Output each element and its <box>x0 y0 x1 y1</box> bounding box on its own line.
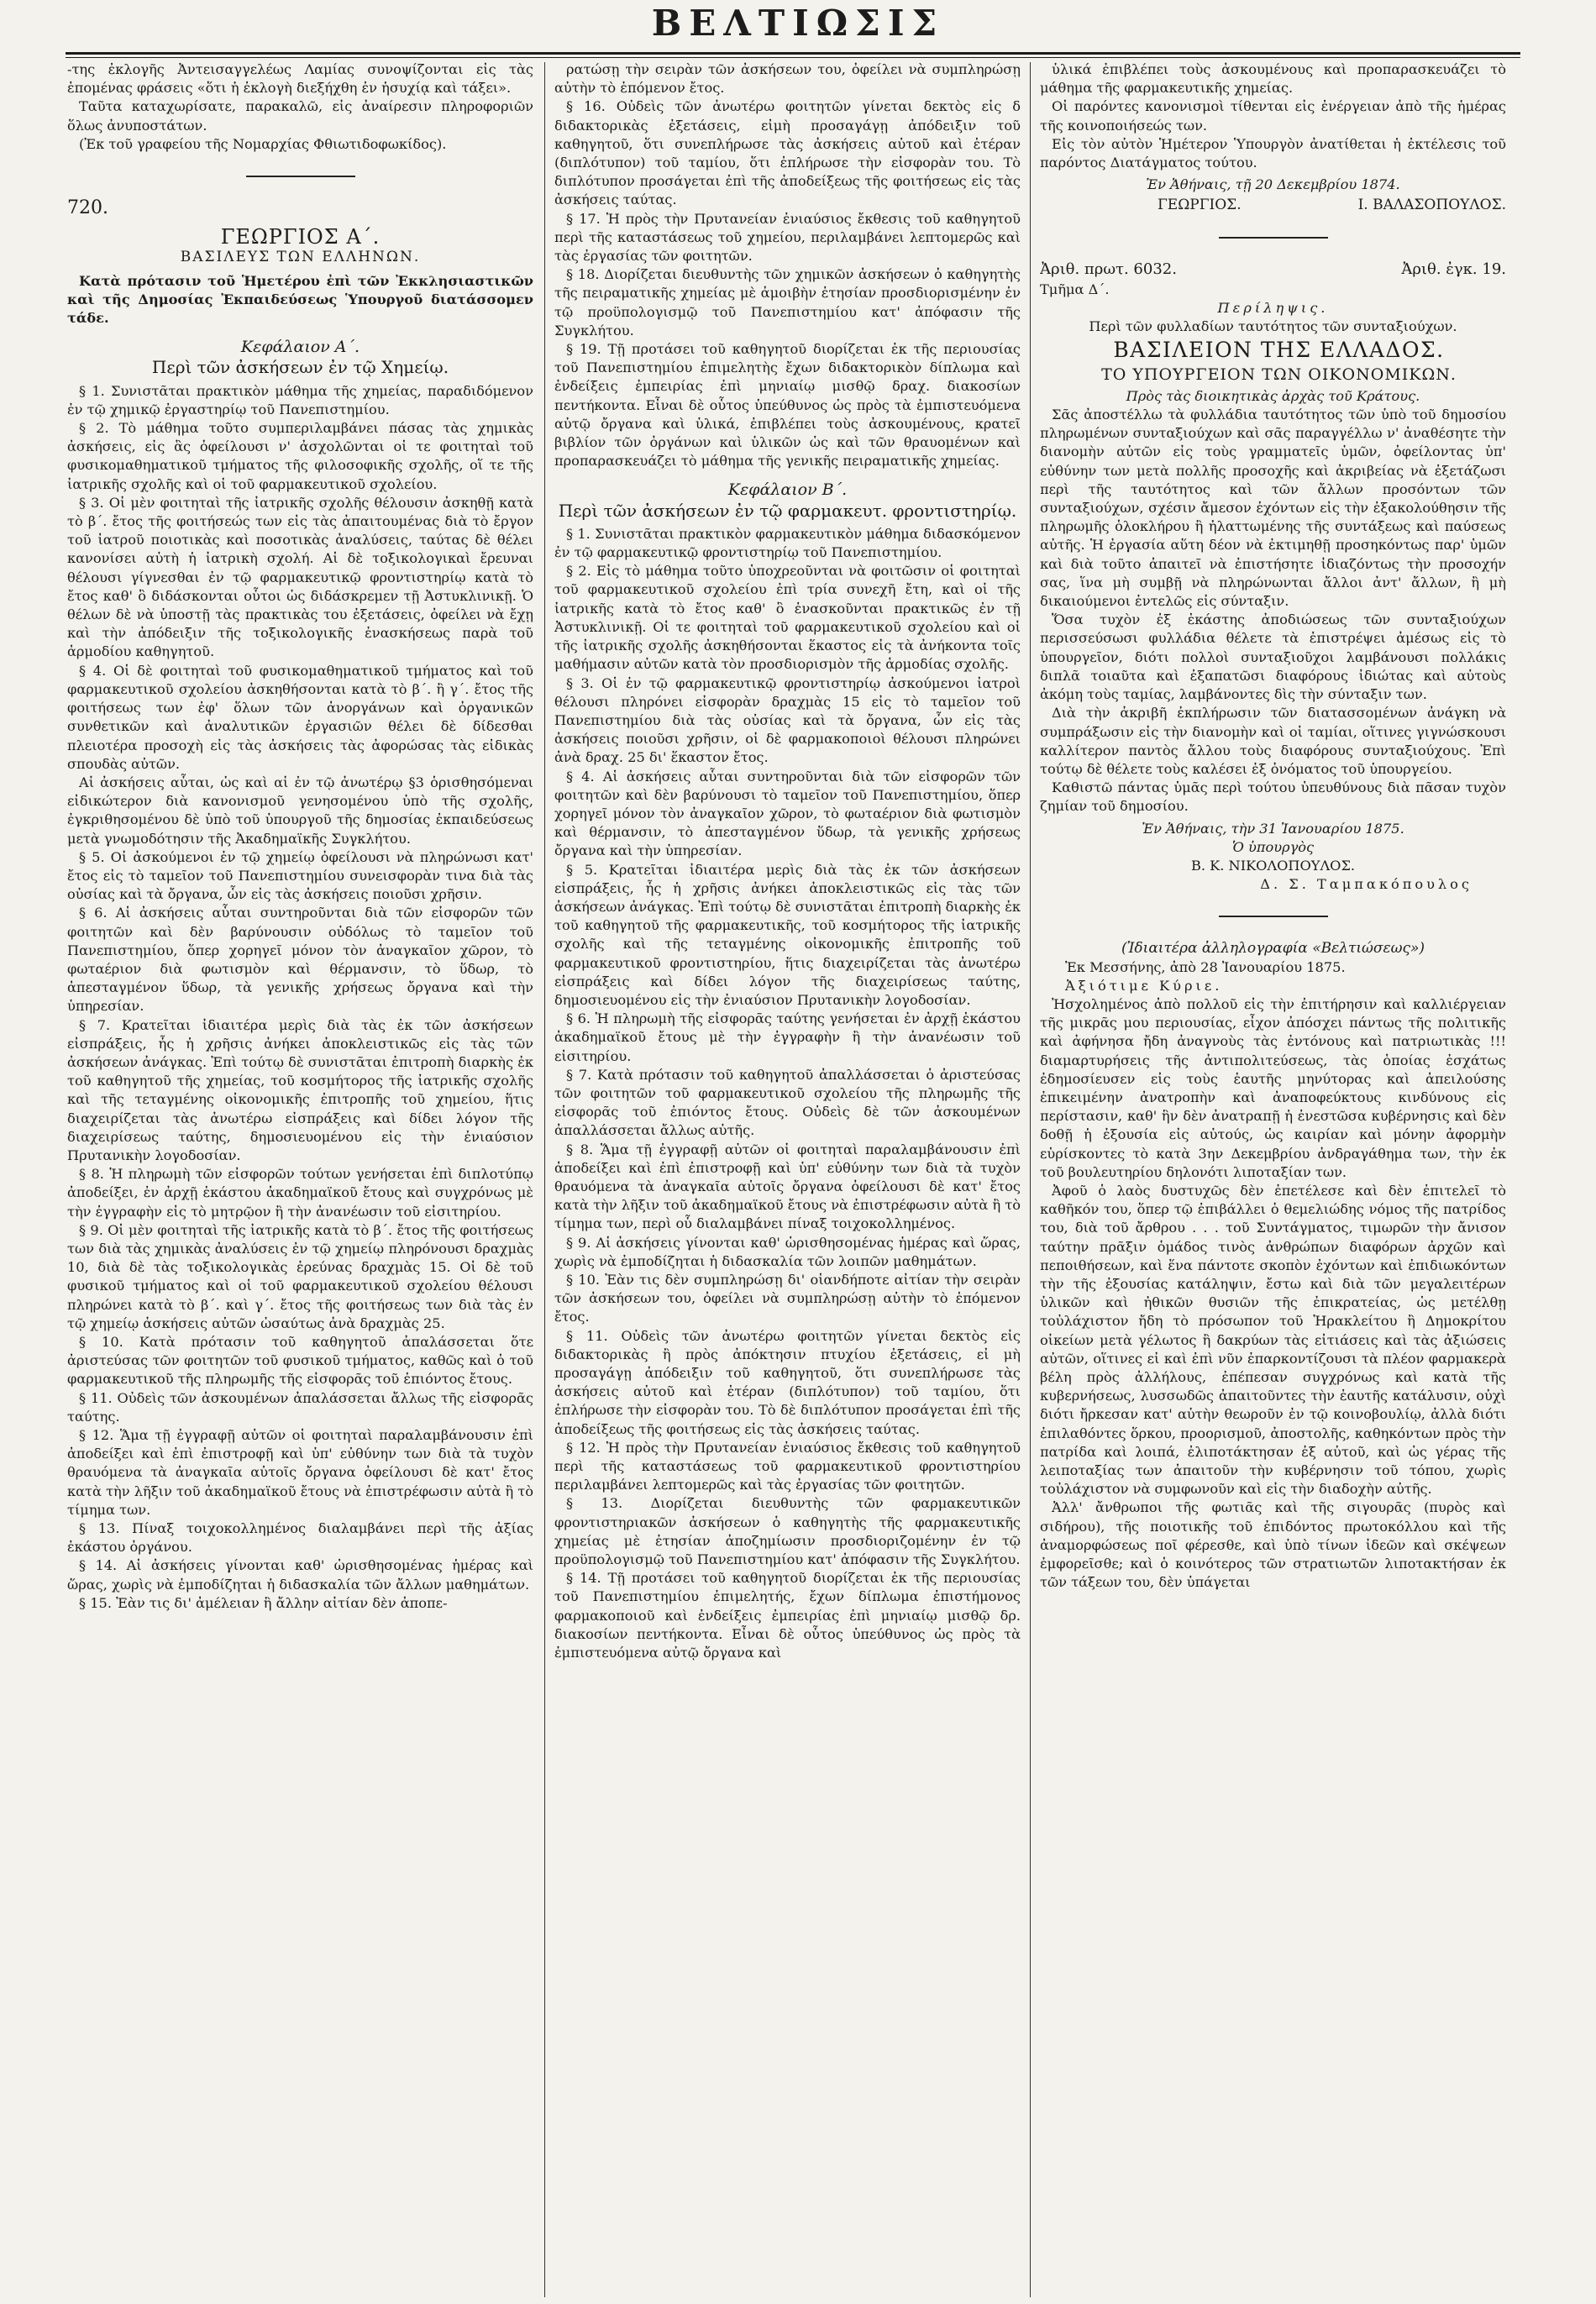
paragraph: § 7. Κρατεῖται ἰδιαιτέρα μερὶς διὰ τὰς ἐκ τῶν ἀσκήσεων εἰσπράξεις, ἧς ἡ χρῆσις ἀνήκει ἀποκλειστικῶς εἰς τὰς τῶν ἀσκήσεων ἀνάγκας. Ἐπὶ τούτῳ δὲ συνιστᾶται ἐπιτροπὴ διαρκὴς ἐκ τοῦ καθηγητοῦ τῆς χημείας, τοῦ κοσμήτορος τῆς ἰατρικῆς σχολῆς καὶ τῆς τεταγμένης οἰκονομικῆς ἐπιτροπῆς τοῦ χημείου, ἥτις διαχειρίζεται τὰς ἀνωτέρω εἰσπράξεις καὶ δίδει λόγον τῆς διαχειρίσεως ταύτης, δημοσιευομένου εἰς τὴν ἐνιαύσιον Πρυτανικὴν λογοδοσίαν. <box>67 1016 533 1163</box>
paragraph: § 17. Ἡ πρὸς τὴν Πρυτανείαν ἐνιαύσιος ἔκθεσις τοῦ καθηγητοῦ περὶ τῆς καταστάσεως τοῦ χημείου, περιλαμβάνει λεπτομερῶς καὶ τὰς ἐργασίας τῶν φοιτητῶν. <box>554 210 1021 265</box>
paragraph: § 16. Οὐδεὶς τῶν ἀνωτέρω φοιτητῶν γίνεται δεκτὸς εἰς δ διδακτορικὰς ἐξετάσεις, εἰμὴ προσαγάγῃ ἀπόδειξιν τοῦ καθηγητοῦ, ὅτι συνεπλήρωσε τὰς ἀσκήσεις αὐτοῦ καὶ ἑτέραν (διπλότυπον) τοῦ ταμίου, ὅτι ἐπλήρωσε τὴν εἰσφορὰν του. Τὸ διπλότυπον προσάγεται ἐπὶ τῆς ἀποδείξεως τῆς φοιτήσεως εἰς τὰς ἀσκήσεις ταύτας. <box>554 98 1021 208</box>
paragraph-group <box>1040 406 1506 816</box>
paragraph: § 15. Ἐὰν τις δι' ἀμέλειαν ἢ ἄλλην αἰτίαν δὲν ἀποπε- <box>79 1594 448 1611</box>
paragraph: § 3. Οἱ μὲν φοιτηταὶ τῆς ἰατρικῆς σχολῆς θέλουσιν ἀσκηθῇ κατὰ τὸ β΄. ἔτος τῆς φοιτήσεώς των εἰς τὰς ἀπαιτουμένας διὰ τὸ ἔργον τοῦ ἰατροῦ ποιοτικὰς καὶ ποσοτικὰς ἀναλύσεις, ταύτας δὲ θέλει κανονίσει αὐτὴ ἡ ἰατρικὴ σχολή. Αἱ δὲ τοξικολογικαὶ ἔρευναι θέλουσι γίγνεσθαι ἐν τῷ φαρμακευτικῷ φροντιστηρίῳ κατὰ τὸ ἔτος καθ' ὃ διδάσκονται οὗτοι ὡς διδάσκρεμεν τῇ Ἀστυκλινικῇ. Ὁ θέλων δὲ νὰ ὑποστῇ τὰς πρακτικὰς του ἐξετάσεις, ὀφείλει νὰ ἔχῃ καὶ τὴν ἀπόδειξιν τῆς τοξικολογικῆς ἐνασκήσεως παρὰ τοῦ ἁρμοδίου καθηγητοῦ. <box>67 494 533 660</box>
paragraph: Οἱ παρόντες κανονισμοὶ τίθενται εἰς ἐνέργειαν ἀπὸ τῆς ἡμέρας τῆς κοινοποιήσεώς των. <box>1040 98 1506 134</box>
paragraph: Διὰ τὴν ἀκριβῆ ἐκπλήρωσιν τῶν διατασσομένων ἀνάγκη νὰ συμπράξωσιν εἰς τὴν διανομὴν καὶ οἱ ταμίαι, οἵτινες γιγνώσκουσι καλλίτερον παντὸς ἄλλου τοὺς διαφόρους συνταξιούχους. Ἐπὶ τούτῳ δὲ θέλετε τοὺς καλέσει ἐξ ὀνόματος τοῦ ὑπουργείου. <box>1040 705 1506 777</box>
protocol-number: Ἀριθ. πρωτ. 6032. <box>1040 260 1177 278</box>
paragraph: § 10. Κατὰ πρότασιν τοῦ καθηγητοῦ ἀπαλάσσεται ὅτε ἀριστεύσας τῶν φοιτητῶν τοῦ φυσικοῦ τμήματος, καθῶς καὶ ὁ τοῦ φαρμακευτικοῦ τῆς πληρωμῆς τῆς εἰσφορᾶς τοῦ ἐπιόντος ἔτους. <box>67 1334 533 1388</box>
paragraph: § 19. Τῇ προτάσει τοῦ καθηγητοῦ διορίζεται ἐκ τῆς περιουσίας τοῦ Πανεπιστημίου ἐπιμελητὴς ἔχων διδακτορικὸν δίπλωμα καὶ ἐνδείξεις ἐμπειρίας ἐπὶ μηνιαίῳ μισθῷ δραχ. διακοσίων πεντήκοντα. Εἶναι δὲ οὗτος ὑπεύθυνος ὡς πρὸς τὰ ἐμπιστευόμενα αὐτῷ ὄργανα καὶ ὑλικά, ἐπιβλέπει τοὺς ἀσκουμένους, κρατεῖ βιβλίον τῶν ὀργάνων καὶ ὑλικῶν ὡς καὶ τῶν θραυομένων καὶ προπαρασκευάζει τὸ μάθημα τῆς γενικῆς πειραματικῆς χημείας. <box>554 341 1021 470</box>
kingdom-title: ΒΑΣΙΛΕΙΟΝ ΤΗΣ ΕΛΛΑΔΟΣ. <box>1113 338 1445 363</box>
column-1 <box>67 60 533 2299</box>
paragraph: Ἠσχολημένος ἀπὸ πολλοῦ εἰς τὴν ἐπιτήρησιν καὶ καλλιέργειαν τῆς μικρᾶς μου περιουσίας, εἶχον ἀπόσχει πάντως τῆς πολιτικῆς καὶ ἀφήνησα ἤδη ἀναγνοὺς τὰς ἐντόνους καὶ πατριωτικὰς !!! διαμαρτυρήσεις τῆς ἀντιπολιτεύσεως, τὰς ὁποίας ἐσχάτως ἐδημοσίευσεν εἰς τοὺς ἑαυτῆς μηνύτορας καὶ ἀπειλούσης ἐπικειμένην ἀνατροπὴν καὶ ἀναποφεύκτους κινδύνους εἰς περίστασιν, καθ' ἣν δὲν ἀνατραπῇ ἡ ἐνεστῶσα κυβέρνησις καὶ δὲν δοθῇ ἡ ἐξουσία εἰς αὐτούς, ὡς καιρίαν καὶ μόνην ἀφορμὴν εὑρίσκοντες τὸ κατὰ 3ην Δεκεμβρίου ἀνδραγάθημα των, τὴν ἐκ τοῦ βουλευτηρίου δηλονότι λιποταξίαν των. <box>1040 995 1506 1180</box>
minister-label: Ὁ ὑπουργὸς <box>1231 838 1315 855</box>
section-label: Τμῆμα Δ΄. <box>1040 281 1110 297</box>
column-divider <box>1030 62 1031 2297</box>
address-line: Πρὸς τὰς διοικητικὰς ἀρχὰς τοῦ Κράτους. <box>1126 387 1420 404</box>
correspondence-heading: (Ἰδιαιτέρα ἀλληλογραφία «Βελτιώσεως») <box>1121 940 1425 958</box>
correspondence-place: Ἐκ Μεσσήνης, ἀπὸ 28 Ἰανουαρίου 1875. <box>1065 958 1346 975</box>
paragraph: Ταῦτα καταχωρίσατε, παρακαλῶ, εἰς ἀναίρεσιν πληροφοριῶν ὅλως ἀνυποστάτων. <box>67 98 533 134</box>
paragraph: § 5. Κρατεῖται ἰδιαιτέρα μερὶς διὰ τὰς ἐκ τῶν ἀσκήσεων εἰσπράξεις, ἧς ἡ χρῆσις ἀνήκει ἀποκλειστικῶς εἰς τὰς τῶν ἀσκήσεων ἀνάγκας. Ἐπὶ τούτῳ δὲ συνιστᾶται ἐπιτροπὴ διαρκὴς ἐκ τοῦ καθηγητοῦ τῆς φαρμακευτικῆς, τοῦ κοσμήτορος τῆς ἰατρικῆς σχολῆς καὶ τῆς τεταγμένης οἰκονομικῆς ἐπιτροπῆς τοῦ φαρμακευτικοῦ φροντιστηρίου, ἥτις διαχειρίζεται τὰς ἀνωτέρω εἰσπράξεις καὶ δίδει λόγον τῆς διαχειρίσεως ταύτης, δημοσιευομένου εἰς τὴν ἐνιαύσιον Πρυτανικὴν λογοδοσίαν. <box>554 861 1021 1008</box>
paragraph: § 8. Ἡ πληρωμὴ τῶν εἰσφορῶν τούτων γενήσεται ἐπὶ διπλοτύπῳ ἀποδείξει, ἐν ἀρχῇ ἑκάστου ἀκαδημαϊκοῦ ἔτους καὶ συγχρόνως μὲ τὴν ἐγγραφὴν εἰς τὸ μητρῷον ἢ τὴν ἀνανέωσιν τοῦ εἰσιτηρίου. <box>67 1166 533 1220</box>
paragraph: § 14. Τῇ προτάσει τοῦ καθηγητοῦ διορίζεται ἐκ τῆς περιουσίας τοῦ Πανεπιστημίου ἐπιμελητής, ἔχων δίπλωμα ἐπιστήμονος φαρμακοποιοῦ καὶ ἐνδείξεις ἐμπειρίας ἐπὶ μηνιαίῳ μισθῷ δρ. διακοσίων πεντήκοντα. Εἶναι δὲ οὗτος ὑπεύθυνος ὡς πρὸς τὰ ἐμπιστευόμενα αὐτῷ ὄργανα καὶ <box>554 1570 1021 1661</box>
article-list <box>554 525 1021 1662</box>
paragraph: § 1. Συνιστᾶται πρακτικὸν μάθημα τῆς χημείας, παραδιδόμενον ἐν τῷ χημικῷ ἐργαστηρίῳ τοῦ Πανεπιστημίου. <box>67 382 533 417</box>
chapter-title: Περὶ τῶν ἀσκήσεων ἐν τῷ Χημείῳ. <box>151 357 449 378</box>
kingdom-heading: ΒΑΣΙΛΕΥΣ ΤΩΝ ΕΛΛΗΝΩΝ. <box>180 249 421 266</box>
paragraph: § 12. Ἡ πρὸς τὴν Πρυτανείαν ἐνιαύσιος ἔκθεσις τοῦ καθηγητοῦ περὶ τῆς καταστάσεως τοῦ φαρμακευτικοῦ φροντιστηρίου περιλαμβάνει λεπτομερῶς καὶ τὰς ἐργασίας τῶν φοιτητῶν. <box>554 1439 1021 1493</box>
paragraph: § 1. Συνιστᾶται πρακτικὸν φαρμακευτικὸν μάθημα διδασκόμενον ἐν τῷ φαρμακευτικῷ φροντιστηρίῳ τοῦ Πανεπιστημίου. <box>554 525 1021 561</box>
paragraph: Αἱ ἀσκήσεις αὗται, ὡς καὶ αἱ ἐν τῷ ἀνωτέρῳ §3 ὁρισθησόμεναι εἰδικώτερον διὰ κανονισμοῦ γενησομένου ὑπὸ τῆς σχολῆς, ἐγκριθησομένου δὲ ὑπὸ τοῦ ὑπουργοῦ τῆς δημοσίας ἐκπαιδεύσεως μετὰ γνωμοδότησιν τῆς Ἀκαδημαϊκῆς Συγκλήτου. <box>67 774 533 847</box>
date-line: Ἐν Ἀθήναις, τὴν 31 Ἰανουαρίου 1875. <box>1142 820 1404 837</box>
king-heading: ΓΕΩΡΓΙΟΣ Α΄. <box>220 225 381 249</box>
summary-text: Περὶ τῶν φυλλαδίων ταυτότητος τῶν συνταξιούχων. <box>1089 318 1457 335</box>
paragraph: § 11. Οὐδεὶς τῶν ἀνωτέρω φοιτητῶν γίνεται δεκτὸς εἰς διδακτορικὰς ἢ πρὸς ἀπόκτησιν πτυχίου ἐξετάσεις, εἰ μὴ προσαγάγῃ ἀπόδειξιν τοῦ καθηγητοῦ, ὅτι συνεπλήρωσε τὰς ἀσκήσεις αὐτοῦ καὶ ἑτέραν (διπλότυπον) τοῦ ταμίου, ὅτι ἐπλήρωσε τὴν εἰσφορὰν του. Τὸ δὲ διπλότυπον προσάγεται ἐπὶ τῆς ἀποδείξεως τῆς φοιτήσεως εἰς τὰς ἀσκήσεις ταύτας. <box>554 1327 1021 1437</box>
paragraph: § 6. Ἡ πληρωμὴ τῆς εἰσφορᾶς ταύτης γενήσεται ἐν ἀρχῇ ἑκάστου ἀκαδημαϊκοῦ ἔτους μὲ τὴν ἐγγραφὴν ἢ τὴν ἀνανέωσιν τοῦ εἰσιτηρίου. <box>554 1010 1021 1064</box>
reference-line <box>1040 260 1506 279</box>
secretary-name: Δ. Σ. Ταμπακόπουλος <box>1260 876 1473 893</box>
paragraph: Ἀλλ' ἄνθρωποι τῆς φωτιᾶς καὶ τῆς σιγουρᾶς (πυρὸς καὶ σιδήρου), τῆς ποιοτικῆς τοῦ ἐπιδόντος πρωτοκόλλου καὶ τῆς ἀναμορφώσεως ποῖ φέρεσθε, καὶ ὑπὸ τίνων ἰδεῶν καὶ σκέψεων ἐμφορεῖσθε; καὶ ὁ κοινότερος τῶν στρατιωτῶν λιποτακτήσαν ἐκ τῶν τάξεων του, δὲν ὑπάγεται <box>1040 1499 1506 1591</box>
column-2 <box>554 60 1021 2299</box>
paragraph: Ἀφοῦ ὁ λαὸς δυστυχῶς δὲν ἐπετέλεσε καὶ δὲν ἐπιτελεῖ τὸ καθῆκόν του, ὅπερ τῷ ἐπιβάλλει ὁ θεμελιώδης νόμος τῆς πατρίδος του, διὰ τοῦ ἄρθρου . . . τοῦ Συντάγματος, τιμωρῶν τὴν ἄνισον ταύτην πρᾶξιν ὁμάδος τινὸς ἀνθρώπων διαφόρων ἀρχῶν καὶ πεποιθήσεων, καὶ ἕνα πάντοτε σκοπὸν ἐχόντων καὶ ἐπιδιωκόντων τὴν τῆς ἐξουσίας κατάληψιν, ἔστω καὶ διὰ τῶν μεγαλειτέρων ὑλικῶν καὶ ἠθικῶν θυσιῶν τῆς ἐπικρατείας, ὡς μετέλθῃ τοὐλάχιστον ἤδη τὸ πρόσωπον τοῦ Ἡρακλείτου ἢ Δημοκρίτου οἰκείων μετὰ γέλωτος ἢ δακρύων τὰς εἰτιάσεις καὶ τὰς ἀξιώσεις αὐτῶν, οἵτινες εἰ καὶ ἐπὶ νῦν ἐπαρκοντίζουσι τὰ πλέον φαρμακερὰ βέλη πρὸς ἀλλήλους, ἐπέπεσαν συγχρόνως καὶ κατὰ τῆς κυβερνήσεως, λυσσωδῶς ἀπαιτοῦντες τὴν ἑαυτῆς κατάλυσιν, οὐχὶ διότι ἤρκεσαν κατ' αὐτὴν θεωροῦν ἐν τῷ κοινοβουλίῳ, ἀλλὰ διότι ἐπιλαθόντες ὅρκου, προορισμοῦ, ἀποστολῆς, καθηκόντων πρὸς τὴν πατρίδα καὶ λοιπά, ἐλιποτάκτησαν ἐξ αὐτοῦ, καὶ ὡς γέρας τῆς λειποταξίας των ἀπαιτοῦν τὴν κυβέρνησιν τοῦ τόπου, χωρὶς τοὐλάχιστον νὰ συμφωνοῦν καὶ εἰς τὴν διαδοχὴν αὐτῆς. <box>1040 1182 1506 1498</box>
paragraph: ρατώσῃ τὴν σειρὰν τῶν ἀσκήσεων του, ὀφείλει νὰ συμπληρώσῃ αὐτὴν τὸ ἑπόμενον ἔτος. <box>554 61 1021 97</box>
paragraph: § 2. Εἰς τὸ μάθημα τοῦτο ὑποχρεοῦνται νὰ φοιτῶσιν οἱ φοιτηταὶ τοῦ φαρμακευτικοῦ σχολείου ἐπὶ τρία συνεχῆ ἔτη, καὶ οἱ τῆς ἰατρικῆς κατὰ τὸ ἔτος καθ' ὃ ἐνασκοῦνται πρακτικῶς ἐν τῇ Ἀστυκλινικῇ. Οἱ τε φοιτηταὶ τοῦ φαρμακευτικοῦ σχολείου καὶ οἱ τῆς ἰατρικῆς σχολῆς ἀσκηθήσονται ἕκαστος εἰς τὰ ἀνήκοντα τοῖς μαθήμασιν αὐτῶν κατὰ τὸν προσδιορισμὸν τῆς ἁρμοδίας σχολῆς. <box>554 563 1021 673</box>
salutation: Ἀξιότιμε Κύριε. <box>1065 977 1223 994</box>
paragraph: § 11. Οὐδεὶς τῶν ἀσκουμένων ἀπαλάσσεται ἄλλως τῆς εἰσφορᾶς ταύτης. <box>67 1389 533 1425</box>
column-divider <box>544 62 545 2297</box>
paragraph: § 6. Αἱ ἀσκήσεις αὗται συντηροῦνται διὰ τῶν εἰσφορῶν τῶν φοιτητῶν καὶ δὲν βαρύνουσιν οὐδόλως τὸ ταμεῖον τοῦ Πανεπιστημίου, ὅπερ χορηγεῖ μόνον τὸν ἀναγκαῖον χῶρον, τὸ φωταέριον διὰ φωτισμὸν καὶ θέρμανσιν, τὸ ὕδωρ, τὸ ἀπεσταγμένον ὕδωρ, τὰ γενικῆς χρήσεως ὄργανα καὶ τὴν ὑπηρεσίαν. <box>67 905 533 1015</box>
masthead: ΒΕΛΤΙΩΣΙΣ <box>651 3 945 44</box>
paragraph: Ὅσα τυχὸν ἐξ ἑκάστης ἀποδιώσεως τῶν συνταξιούχων περισσεύσωσι φυλλάδια θέλετε τὰ ἐπιστρέψει ἀμέσως εἰς τὸ ὑπουργεῖον, διότι πολλοὶ συνταξιοῦχοι λαμβάνουσι πολλάκις διπλᾶ τοιαῦτα καὶ ἐξαπατῶσι διαφόρους ἰδιώτας καὶ αὐτοὺς ἀκόμη τοὺς ταμίας, λαμβάνοντες δὶς τὴν σύνταξιν των. <box>1040 611 1506 703</box>
chapter-heading: Κεφάλαιον Α΄. <box>240 338 360 357</box>
paragraph: ὑλικά ἐπιβλέπει τοὺς ἀσκουμένους καὶ προπαρασκευάζει τὸ μάθημα τῆς φαρμακευτικῆς χημείας. <box>1040 61 1506 97</box>
chapter-heading: Κεφάλαιον Β΄. <box>727 480 848 500</box>
column-3 <box>1040 60 1506 2299</box>
summary-label: Περίληψις. <box>1217 300 1329 317</box>
paragraph: § 3. Οἱ ἐν τῷ φαρμακευτικῷ φροντιστηρίῳ ἀσκούμενοι ἰατροὶ θέλουσι πληρόνει εἰσφορὰν δραχμὰς 15 εἰς τὸ ταμεῖον τοῦ Πανεπιστημίου διὰ τὰς οὐσίας καὶ τὰ ὄργανα, ὧν εἰς τὰς ἀσκήσεις ποιοῦσι χρῆσιν, οἱ δὲ φαρμακοποιοὶ θέλουσι πληρώνει ἀνὰ δραχ. 25 δι' ἕκαστον ἔτος. <box>554 674 1021 766</box>
paragraph-group <box>1040 60 1506 172</box>
date-line: Ἐν Ἀθήναις, τῇ 20 Δεκεμβρίου 1874. <box>1146 176 1400 193</box>
paragraph: § 7. Κατὰ πρότασιν τοῦ καθηγητοῦ ἀπαλλάσσεται ὁ ἀριστεύσας τῶν φοιτητῶν τοῦ φαρμακευτικοῦ σχολείου τῆς πληρωμῆς τῆς εἰσφορᾶς τοῦ ἐπιόντος ἔτους. Οὐδεὶς δὲ τῶν ἀσκουμένων ἀπαλλάσσεται ἄλλως αὐτῆς. <box>554 1066 1021 1139</box>
paragraph: § 9. Οἱ μὲν φοιτηταὶ τῆς ἰατρικῆς κατὰ τὸ β΄. ἔτος τῆς φοιτήσεως των διὰ τὰς χημικὰς ἀναλύσεις ἐν τῷ χημείῳ πληρόνουσι δραχμὰς 10, διὰ δὲ τὰς τοξικολογικὰς ἐρεύνας δραχμὰς 15. Οἱ δὲ τοῦ φυσικοῦ τμήματος καὶ οἱ τοῦ φαρμακευτικοῦ σχολείου θέλουσι πληρώνει κατὰ τὸ β΄. καὶ γ΄. ἔτος τῆς φοιτήσεως των διὰ τὰς ἐν τῷ χημείῳ ἀσκήσεις αὐτῶν ὡσαύτως ἀνὰ δραχμὰς 25. <box>67 1221 533 1331</box>
divider <box>1219 916 1328 917</box>
paragraph: (Ἐκ τοῦ γραφείου τῆς Νομαρχίας Φθιωτιδοφωκίδος). <box>79 135 447 152</box>
paragraph: § 13. Διορίζεται διευθυντὴς τῶν φαρμακευτικῶν φροντιστηριακῶν ἀσκήσεων ὁ καθηγητὴς τῆς φαρμακευτικῆς χημείας μὲ ἐτησίαν ἀποζημίωσιν προσδιοριζομένην ἐν τῷ προϋπολογισμῷ τοῦ Πανεπιστημίου κατ' ἀπόφασιν τῆς Συγκλήτου. <box>554 1495 1021 1568</box>
divider <box>1219 237 1328 239</box>
ministry-title: ΤΟ ΥΠΟΥΡΓΕΙΟΝ ΤΩΝ ΟΙΚΟΝΟΜΙΚΩΝ. <box>1101 365 1457 384</box>
paragraph-group <box>1040 995 1506 1593</box>
divider <box>246 176 355 177</box>
paragraph: § 5. Οἱ ἀσκούμενοι ἐν τῷ χημείῳ ὀφείλουσι νὰ πληρώνωσι κατ' ἔτος εἰς τὸ ταμεῖον τοῦ Πανεπιστημίου συνεισφορὰν τινα διὰ τὰς οὐσίας καὶ τὰ ὄργανα, ὧν εἰς τὰς ἀσκήσεις ποιοῦσι χρῆσιν. <box>67 848 533 903</box>
paragraph: § 8. Ἅμα τῇ ἐγγραφῇ αὐτῶν οἱ φοιτηταὶ παραλαμβάνουσιν ἐπὶ ἀποδείξει καὶ ἐπὶ ἐπιστροφῇ καὶ ὑπ' εὐθύνην των διὰ τὰ τυχὸν θραυόμενα τὰ ἀναγκαῖα αὐτοῖς ὄργανα ὀφείλουσι δὲ κατ' ἔτος κατὰ τὴν λῆξιν τοῦ ἀκαδημαϊκοῦ ἔτους νὰ ἐπιστρέφωσιν αὐτὰ ἢ τὸ τίμημα των, περὶ οὗ διαλαμβάνει πίναξ τοιχοκολλημένος. <box>554 1141 1021 1232</box>
signatures <box>1057 196 1506 214</box>
article-list <box>67 382 533 1613</box>
paragraph: § 12. Ἅμα τῇ ἐγγραφῇ αὐτῶν οἱ φοιτηταὶ παραλαμβάνουσιν ἐπὶ ἀποδείξει καὶ ἐπὶ ἐπιστροφῇ καὶ ὑπ' εὐθύνην των διὰ τὰ τυχὸν θραυόμενα τὰ ἀναγκαῖα αὐτοῖς ὄργανα ὀφείλουσι δὲ κατ' ἔτος κατὰ τὴν λῆξιν τοῦ ἀκαδημαϊκοῦ ἔτους νὰ ἐπιστρέφωσιν αὐτὰ ἢ τὸ τίμημα των. <box>67 1427 533 1518</box>
signature-king: ΓΕΩΡΓΙΟΣ. <box>1158 197 1242 214</box>
minister-name: Β. Κ. ΝΙΚΟΛΟΠΟΥΛΟΣ. <box>1190 857 1356 874</box>
paragraph: Σᾶς ἀποστέλλω τὰ φυλλάδια ταυτότητος τῶν ὑπὸ τοῦ δημοσίου πληρωμένων συνταξιούχων καὶ σᾶς παραγγέλλω ν' ἀναθέσητε τὴν διανομὴν αὐτῶν εἰς τοὺς γραμματεῖς ὑμῶν, ὀφείλοντας ὑπ' εὐθύνην των μετὰ πολλῆς προσοχῆς καὶ ἀκριβείας νὰ ἐξετάζωσι περὶ τῆς ταυτότητος καὶ τῶν ἄλλων προσόντων τῶν συνταξιούχων, σχέσιν ἄμεσον ἐχόντων εἰς τὴν ἐξακολούθησιν τῆς πληρωμῆς ὁλοκλήρου ἢ ἠλαττωμένης τῆς συντάξεως καὶ παύσεως αὐτῆς. Ἡ ἐργασία αὕτη δέον νὰ ἐκτιμηθῇ προσηκόντως παρ' ὑμῶν καὶ διὰ τοῦτο ἀπαιτεῖ νὰ ἐπιστήσητε ἰδιαζόντως τὴν προσοχήν σας, ἵνα μὴ συμβῇ νὰ πληρώνωνται ἄλλοι ἀντ' ἄλλων, ἢ μὴ δικαιούμενοι ἐντελῶς εἰς σύνταξιν. <box>1040 407 1506 610</box>
paragraph: § 18. Διορίζεται διευθυντὴς τῶν χημικῶν ἀσκήσεων ὁ καθηγητὴς τῆς πειραματικῆς χημείας μὲ ἀμοιβὴν ἐτησίαν προσδιορισμένην ἐν τῷ προϋπολογισμῷ τοῦ Πανεπιστημίου κατ' ἀπόφασιν τῆς Συγκλήτου. <box>554 266 1021 339</box>
paragraph: § 13. Πίναξ τοιχοκολλημένος διαλαμβάνει περὶ τῆς ἀξίας ἑκάστου ὀργάνου. <box>67 1520 533 1556</box>
paragraph: § 4. Οἱ δὲ φοιτηταὶ τοῦ φυσικομαθηματικοῦ τμήματος καὶ τοῦ φαρμακευτικοῦ σχολείου ἀσκηθήσονται κατὰ τὸ β΄. ἢ γ΄. ἔτος τῆς φοιτήσεως των ἐφ' ὅλων τῶν ἀνοργάνων καὶ ὀργανικῶν συνθετικῶν καὶ ἀναλυτικῶν ἐργασιῶν θέλει δὲ δίδεσθαι πλειοτέρα προσοχὴ εἰς τὰς ἀσκήσεις τὰς ἀφορώσας τὰς εἰδικὰς σπουδὰς αὐτῶν. <box>67 662 533 772</box>
paragraph: -της ἐκλογῆς Ἀντεισαγγελέως Λαμίας συνοψίζονται εἰς τὰς ἑπομένας φράσεις «ὅτι ἡ ἐκλογὴ διεξήχθη ἐν ἡσυχίᾳ καὶ τάξει». <box>67 61 533 97</box>
paragraph: § 4. Αἱ ἀσκήσεις αὗται συντηροῦνται διὰ τῶν εἰσφορῶν τῶν φοιτητῶν καὶ δὲν βαρύνουσι τὸ ταμεῖον τοῦ Πανεπιστημίου, ὅπερ χορηγεῖ μόνον τὸν ἀναγκαῖον χῶρον, τὸ φωταέριον διὰ φωτισμὸν καὶ θέρμανσιν, τὸ ἀπεσταγμένον ὕδωρ, τὰ γενικῆς χρήσεως ὄργανα καὶ τὴν ὑπηρεσίαν. <box>554 768 1021 859</box>
chapter-title: Περὶ τῶν ἀσκήσεων ἐν τῷ φαρμακευτ. φροντιστηρίῳ. <box>558 500 1017 521</box>
circular-number: Ἀριθ. ἐγκ. 19. <box>1401 260 1506 278</box>
article-list <box>554 60 1021 470</box>
paragraph: Εἰς τὸν αὐτὸν Ἡμέτερον Ὑπουργὸν ἀνατίθεται ἡ ἐκτέλεσις τοῦ παρόντος Διατάγματος τούτου. <box>1040 135 1506 171</box>
top-rule <box>66 52 1520 55</box>
decree-preamble: Κατὰ πρότασιν τοῦ Ἡμετέρου ἐπὶ τῶν Ἐκκλησιαστικῶν καὶ τῆς Δημοσίας Ἐκπαιδεύσεως Ὑπουργοῦ διατάσσομεν τάδε. <box>67 272 533 327</box>
paragraph: Καθιστῶ πάντας ὑμᾶς περὶ τούτου ὑπευθύνους διὰ πᾶσαν τυχὸν ζημίαν τοῦ δημοσίου. <box>1040 779 1506 815</box>
paragraph: § 10. Ἐὰν τις δὲν συμπληρώσῃ δι' οἱανδήποτε αἰτίαν τὴν σειρὰν τῶν ἀσκήσεων του, ὀφείλει νὰ συμπληρώσῃ αὐτὴν τὸ ἑπόμενον ἔτος. <box>554 1272 1021 1325</box>
decree-number: 720. <box>67 197 108 219</box>
paragraph: § 9. Αἱ ἀσκήσεις γίνονται καθ' ὡρισθησομένας ἡμέρας καὶ ὥρας, χωρὶς νὰ ἐμποδίζηται ἡ διδασκαλία τῶν λοιπῶν μαθημάτων. <box>554 1234 1021 1269</box>
paragraph: § 14. Αἱ ἀσκήσεις γίνονται καθ' ὡρισθησομένας ἡμέρας καὶ ὥρας, χωρὶς νὰ ἐμποδίζηται ἡ διδασκαλία τῶν ἄλλων μαθημάτων. <box>67 1557 533 1593</box>
paragraph: § 2. Τὸ μάθημα τοῦτο συμπεριλαμβάνει πάσας τὰς χημικὰς ἀσκήσεις, εἰς ἃς ὀφείλουσι ν' ἀσχολῶνται οἱ τε φοιτηταὶ τοῦ φυσικομαθηματικοῦ τμήματος τῆς φιλοσοφικῆς σχολῆς, οἵ τε τῆς ἰατρικῆς σχολῆς καὶ οἱ τοῦ φαρμακευτικοῦ σχολείου. <box>67 420 533 492</box>
signature-minister: Ι. ΒΑΛΑΣΟΠΟΥΛΟΣ. <box>1357 197 1506 214</box>
